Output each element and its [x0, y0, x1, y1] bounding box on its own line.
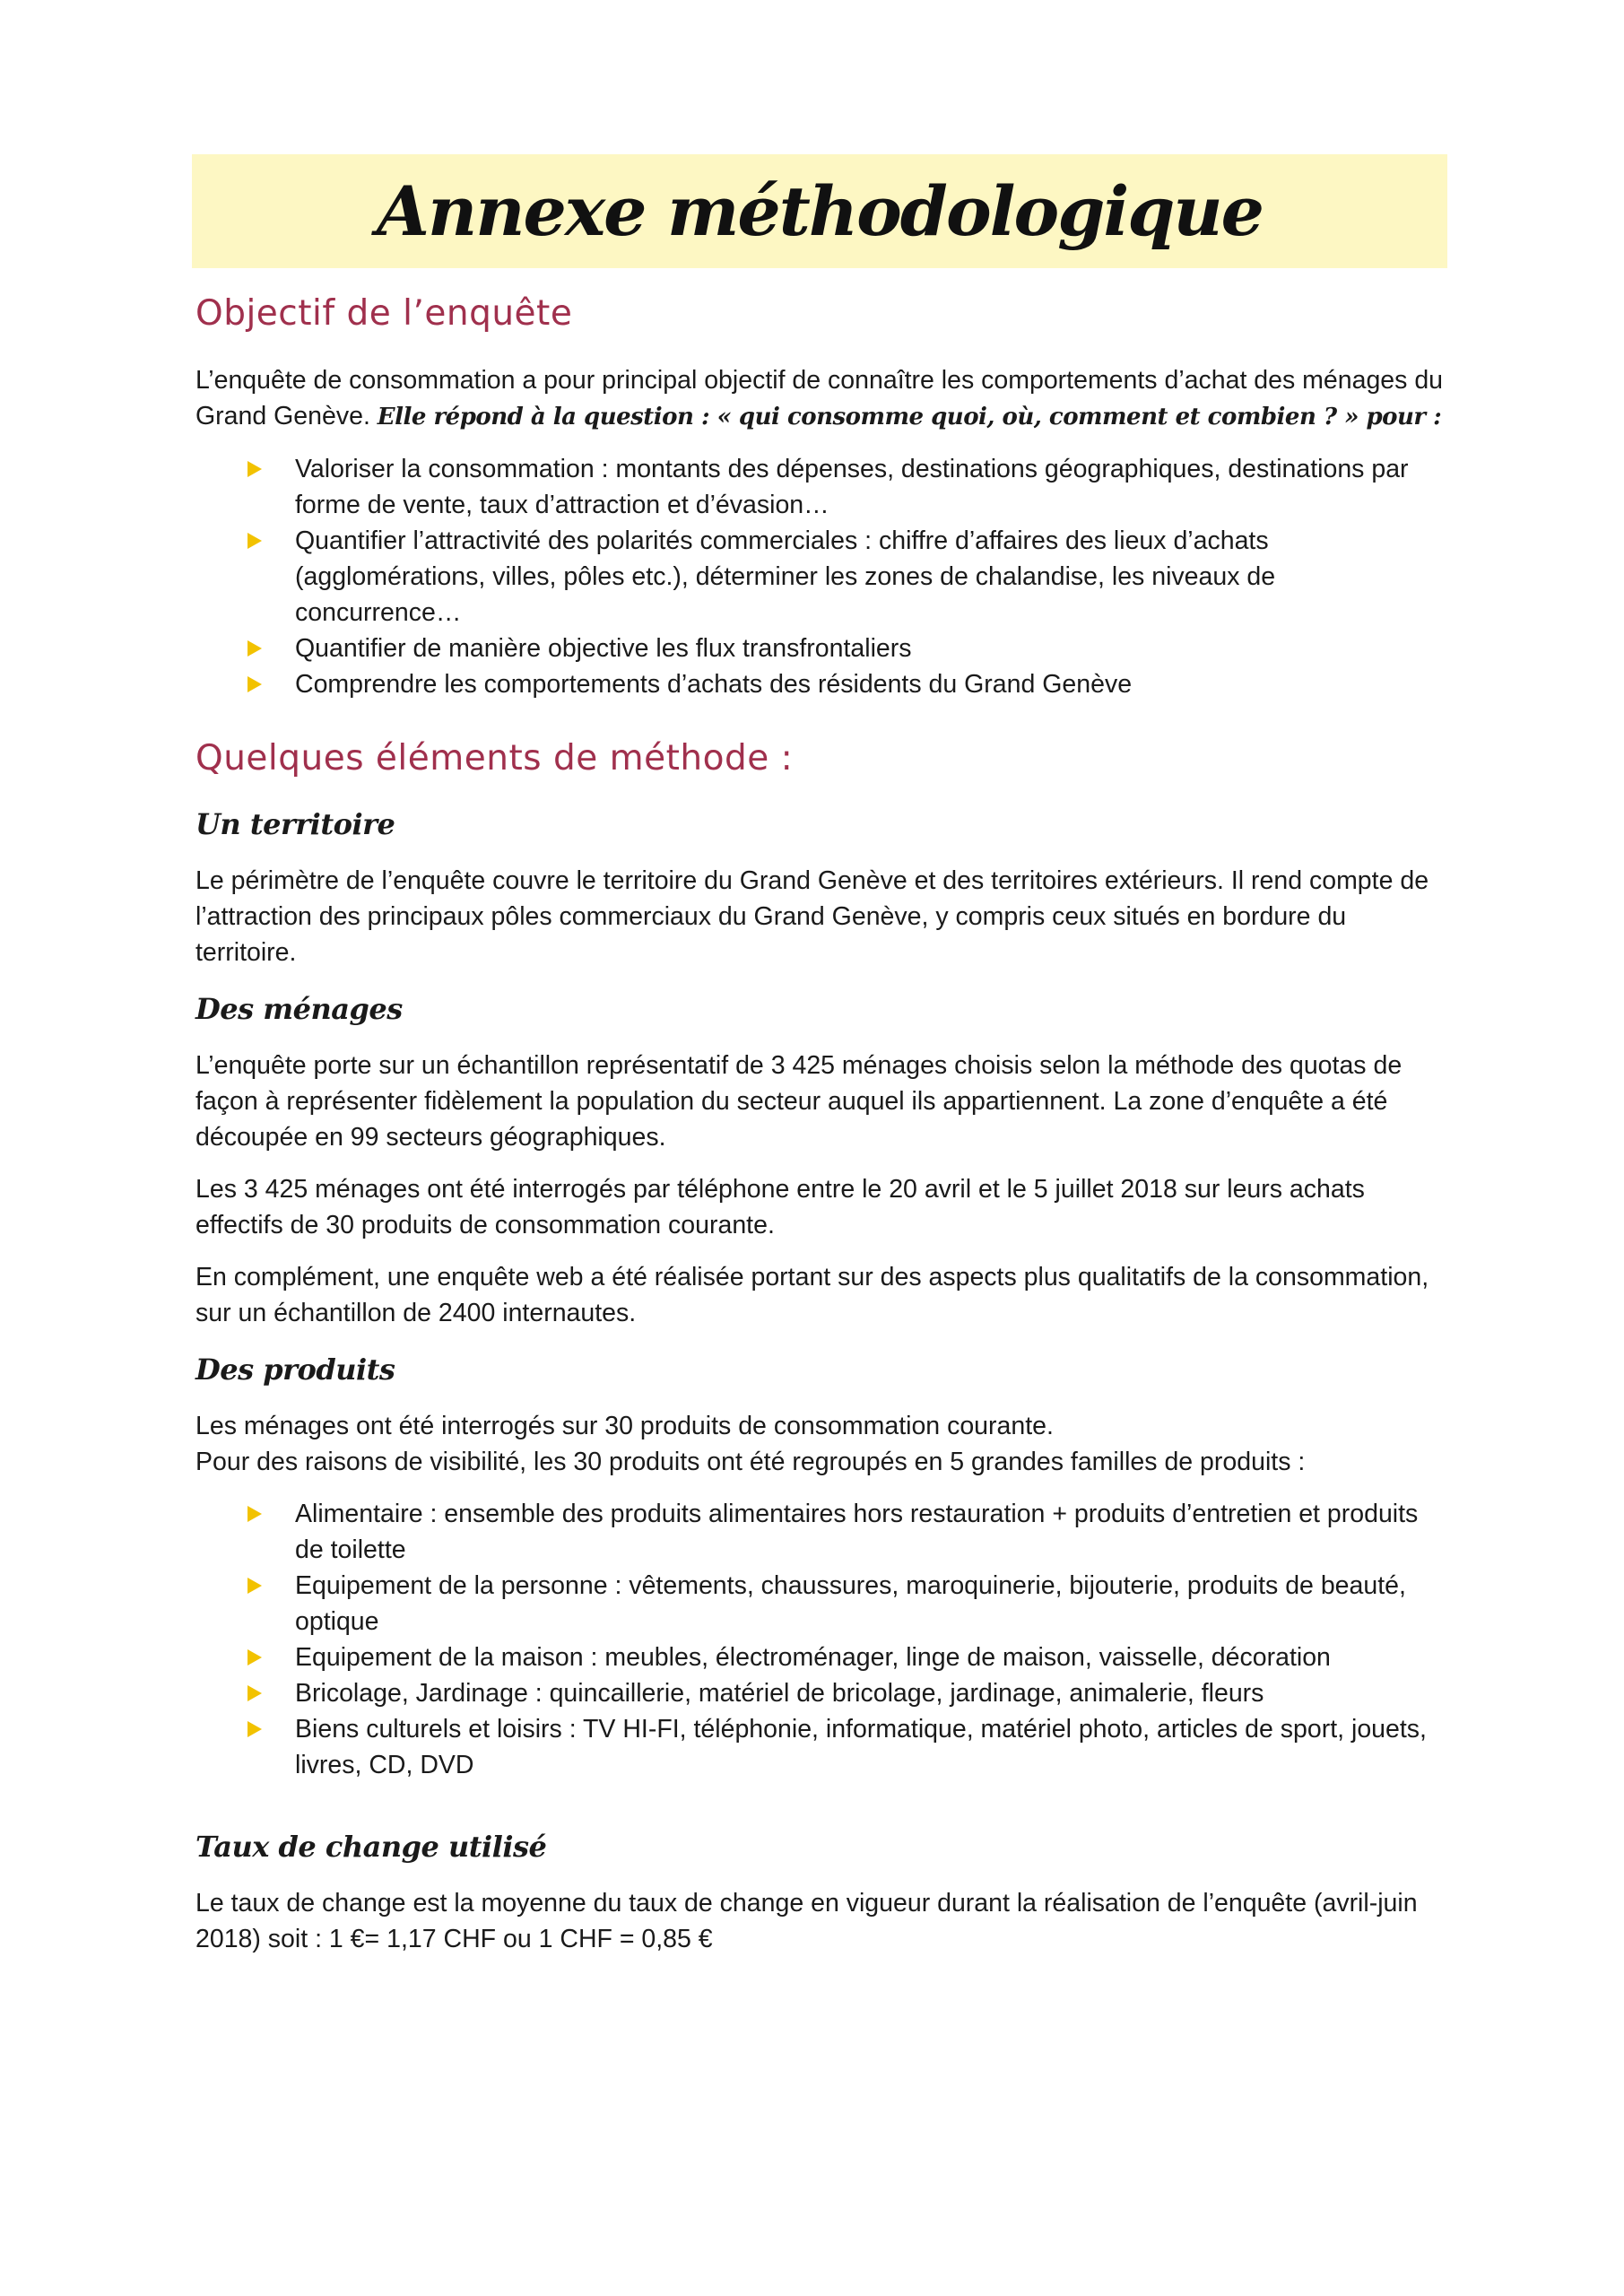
list-item: Quantifier l’attractivité des polarités commerciales : chiffre d’affaires des lieux d’achats (agglomérations, villes, pôles etc.), déterminer les zones de chalandise, les niveaux de concurrence… — [192, 523, 1447, 631]
page-title: Annexe méthodologique — [377, 171, 1263, 251]
objectif-bullet-list — [192, 451, 1447, 702]
triangle-bullet-icon — [248, 640, 262, 657]
subheading-menages: Des ménages — [195, 992, 403, 1026]
triangle-bullet-icon — [248, 1506, 262, 1522]
triangle-bullet-icon — [248, 461, 262, 477]
list-item: Equipement de la personne : vêtements, chaussures, maroquinerie, bijouterie, produits de beauté, optique — [192, 1568, 1447, 1639]
list-item: Alimentaire : ensemble des produits alimentaires hors restauration + produits d’entretien et produits de toilette — [192, 1496, 1447, 1568]
taux-de-change-text: Le taux de change est la moyenne du taux de change en vigueur durant la réalisation de l’enquête (avril-juin 2018) soit : 1 €= 1,17 CHF ou 1 CHF = 0,85 € — [195, 1889, 1418, 1953]
triangle-bullet-icon — [248, 1721, 262, 1737]
objectif-intro-question: Elle répond à la question : « qui consomme quoi, où, comment et combien ? » pour : — [377, 404, 1442, 430]
produits-line-2: Pour des raisons de visibilité, les 30 produits ont été regroupés en 5 grandes familles de produits : — [195, 1448, 1306, 1476]
menages-paragraph-2: Les 3 425 ménages ont été interrogés par téléphone entre le 20 avril et le 5 juillet 2018 sur leurs achats effectifs de 30 produits de consommation courante. — [195, 1175, 1365, 1239]
menages-paragraph-1: L’enquête porte sur un échantillon représentatif de 3 425 ménages choisis selon la méthode des quotas de façon à représenter fidèlement la population du secteur auquel ils appartiennent. La zone d’enquête a été découpée en 99 secteurs géographiques. — [195, 1051, 1403, 1152]
triangle-bullet-icon — [248, 1685, 262, 1701]
section-heading-methode: Quelques éléments de méthode : — [195, 738, 794, 778]
subheading-territoire: Un territoire — [195, 807, 395, 841]
objectif-intro-text: L’enquête de consommation a pour principal objectif de connaître les comportements d’achat des ménages du Grand Genève. — [195, 366, 1444, 430]
list-item: Comprendre les comportements d’achats des résidents du Grand Genève — [192, 666, 1447, 702]
document-page — [192, 154, 1447, 1973]
objectif-intro — [195, 362, 1447, 435]
triangle-bullet-icon — [248, 1649, 262, 1665]
triangle-bullet-icon — [248, 676, 262, 692]
triangle-bullet-icon — [248, 1578, 262, 1594]
subheading-produits: Des produits — [195, 1352, 395, 1387]
subheading-taux-de-change: Taux de change utilisé — [195, 1830, 547, 1864]
menages-paragraph-3: En complément, une enquête web a été réalisée portant sur des aspects plus qualitatifs de la consommation, sur un échantillon de 2400 internautes. — [195, 1263, 1429, 1327]
list-item: Bricolage, Jardinage : quincaillerie, matériel de bricolage, jardinage, animalerie, fleurs — [192, 1675, 1447, 1711]
section-heading-objectif: Objectif de l’enquête — [195, 293, 573, 334]
list-item: Quantifier de manière objective les flux transfrontaliers — [192, 631, 1447, 666]
produits-bullet-list — [192, 1496, 1447, 1783]
produits-line-1: Les ménages ont été interrogés sur 30 produits de consommation courante. — [195, 1412, 1054, 1440]
list-item: Valoriser la consommation : montants des dépenses, destinations géographiques, destinations par forme de vente, taux d’attraction et d’évasion… — [192, 451, 1447, 523]
territoire-text: Le périmètre de l’enquête couvre le territoire du Grand Genève et des territoires extérieurs. Il rend compte de l’attraction des principaux pôles commerciaux du Grand Genève, y compris ceux situés en bordure du territoire. — [195, 866, 1429, 967]
title-band — [192, 154, 1447, 268]
triangle-bullet-icon — [248, 533, 262, 549]
list-item: Equipement de la maison : meubles, électroménager, linge de maison, vaisselle, décoration — [192, 1639, 1447, 1675]
list-item: Biens culturels et loisirs : TV HI-FI, téléphonie, informatique, matériel photo, articles de sport, jouets, livres, CD, DVD — [192, 1711, 1447, 1783]
